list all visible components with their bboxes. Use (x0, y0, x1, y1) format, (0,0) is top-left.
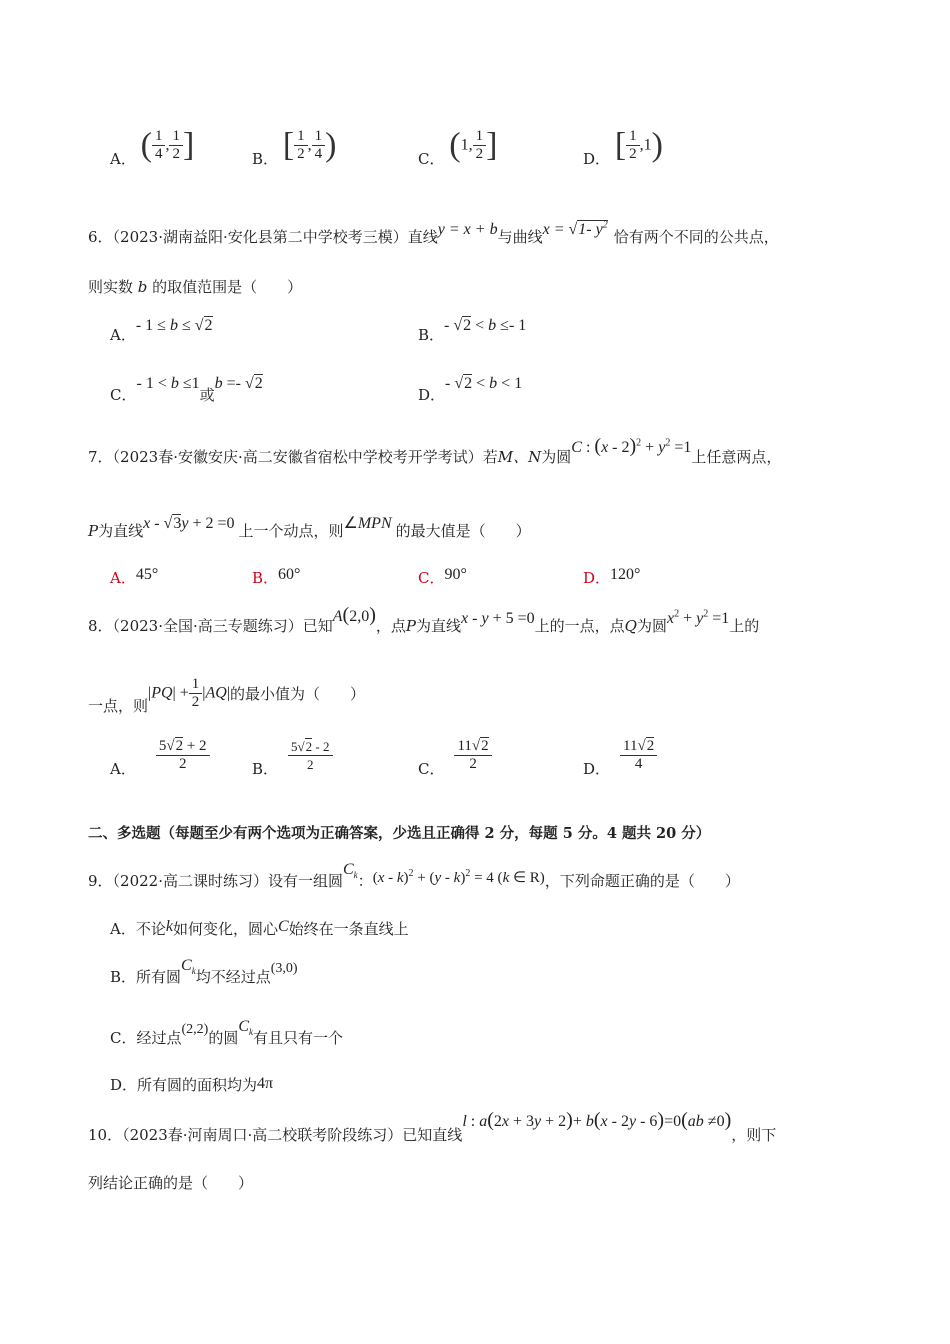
stem-text: 上的一点，点 (534, 617, 625, 635)
math-expr: x - √3y + 2 =0 (143, 515, 235, 532)
stem-text: 为圆 (541, 448, 572, 466)
option-text: 有且只有一个 (253, 1029, 344, 1047)
math-expr: 4π (257, 1075, 274, 1092)
question-number: 7． (88, 448, 113, 466)
math-expr: $C_k$ (181, 957, 196, 977)
option-label: B． (418, 326, 445, 344)
option-label: B． (252, 759, 279, 778)
option-label: C． (110, 1029, 137, 1047)
option-label: D． (583, 569, 611, 587)
option-text: 均不经过点 (195, 968, 271, 986)
q7-option-d (583, 563, 641, 587)
q8-stem (88, 604, 760, 637)
option-label: D． (110, 1076, 138, 1094)
question-number: 9． (88, 872, 113, 890)
math-expr: 90° (444, 566, 467, 583)
math-expr: y = x + b (437, 221, 498, 238)
question-source: （2022·高二课时练习）设有一组圆 (112, 872, 343, 890)
math-expr: - √2 < b < 1 (445, 375, 523, 392)
stem-text: ，点 (375, 617, 406, 635)
q9-stem (88, 861, 740, 892)
q6-stem (88, 219, 779, 247)
q6-option-d (418, 372, 523, 404)
math-expr: Q (624, 617, 637, 635)
stem-text: 为直线 (98, 522, 144, 540)
option-text: 所有圆 (136, 968, 182, 986)
option-label: D． (583, 759, 611, 778)
stem-text: ，下列命题正确的是（ ） (544, 872, 740, 890)
stem-text: 上一个动点，则 (238, 522, 344, 540)
math-expr: x - y + 5 =0 (461, 610, 535, 627)
math-expr: P (88, 522, 99, 540)
option-label: D． (418, 386, 446, 404)
option-label: C． (418, 569, 445, 587)
math-expr: b =- √2 (214, 375, 263, 392)
q9-option-c (110, 1018, 344, 1049)
q9-option-b (110, 957, 298, 988)
q7-option-a (110, 563, 159, 587)
math-expr: (3,0) (270, 961, 298, 976)
option-label: A． (110, 326, 136, 344)
q8-option-d: D． $\frac{11√2}{4}$ (583, 738, 657, 773)
option-label: B． (110, 968, 137, 986)
math-expr: 120° (610, 566, 641, 583)
question-source: （2023春·河南周口·高二校联考阶段练习）已知直线 (122, 1126, 463, 1144)
stem-text: 一点，则 (88, 697, 149, 716)
q10-stem (88, 1109, 777, 1146)
option-text: 不论 (135, 920, 166, 938)
math-expr: A(2,0) (332, 604, 376, 626)
q8-option-b: B． $\frac{5√2 - 2}{2}$ (252, 738, 333, 773)
q7-stem (88, 435, 782, 468)
option-label: A． (110, 569, 136, 587)
q9-option-a (110, 918, 409, 939)
stem-text: 上任意两点， (691, 448, 782, 466)
math-expr: $C_k$ (238, 1018, 254, 1038)
option-label: B． (252, 569, 279, 587)
option-text: 如何变化，圆心 (172, 920, 278, 938)
stem-text: 恰有两个不同的公共点， (613, 228, 779, 246)
option-text: 始终在一条直线上 (288, 920, 409, 938)
stem-text: 的最小值为（ ） (230, 685, 366, 704)
option-label: C． (418, 149, 445, 168)
option-text: 所有圆的面积均为 (137, 1076, 258, 1094)
q5-option-d: D． [ $\frac{1}{2}$ ,1) (583, 126, 663, 168)
question-source: （2023春·安徽安庆·高二安徽省宿松中学校考开学考试）若 (112, 448, 498, 466)
q10-stem-line2: 列结论正确的是（ ） (88, 1174, 254, 1192)
q5-option-a: A． ( $\frac{1}{4}$ , $\frac{1}{2}$ ] (110, 126, 195, 168)
q6-option-a (110, 314, 213, 344)
option-label: A． (110, 920, 136, 938)
math-expr: - 1 ≤ b ≤ √2 (135, 317, 213, 334)
q6-stem-line2: 则实数 b 的取值范围是（ ） (88, 278, 303, 296)
q6-option-b (418, 314, 527, 344)
stem-text: 为直线 (416, 617, 462, 635)
math-expr: k (165, 918, 173, 935)
math-expr: - √2 < b ≤- 1 (444, 317, 527, 334)
math-expr: ∠MPN (343, 515, 392, 532)
option-label: D． (583, 149, 611, 168)
option-label: A． (110, 149, 136, 168)
question-number: 6． (88, 228, 113, 246)
math-expr: 45° (135, 566, 159, 583)
option-label: B． (252, 149, 279, 168)
option-label: A． (110, 759, 136, 778)
option-text: 经过点 (136, 1029, 182, 1047)
stem-text: ： (357, 872, 373, 890)
q9-option-d (110, 1074, 273, 1095)
math-expr: x = √1- $y^2$ (542, 219, 608, 238)
math-expr: P (405, 617, 416, 635)
math-expr: (x - k)$^2$ + (y - k)$^2$ = 4 (k ∈ R) (372, 868, 545, 886)
question-number: 10． (88, 1126, 123, 1144)
q7-option-b (252, 563, 301, 587)
math-expr: $x^2 + y^2 =1$ (666, 608, 730, 627)
q8-stem-line2 (88, 676, 366, 716)
option-label: C． (418, 759, 445, 778)
question-source: （2023·全国·高三专题练习）已知 (112, 617, 333, 635)
option-label: C． (110, 386, 137, 404)
stem-text: 为圆 (636, 617, 667, 635)
math-expr: |PQ| + $\frac{1}{2}$ |AQ| (148, 676, 231, 710)
math-expr: 60° (278, 566, 301, 583)
math-expr: - 1 < b ≤1 (136, 375, 200, 392)
math-expr: C : $(x - 2)^2 + y^2 =1$ (571, 435, 692, 457)
q8-option-a: A． $\frac{5√2 + 2}{2}$ (110, 738, 210, 773)
q5-option-c: C． (1, $\frac{1}{2}$ ] (418, 126, 498, 168)
q6-option-c (110, 372, 263, 404)
section-heading: 二、多选题（每题至少有两个选项为正确答案，少选且正确得 2 分，每题 5 分。4 题共 20 分） (88, 825, 711, 842)
stem-text: 与曲线 (497, 228, 543, 246)
q5-option-b: B． [ $\frac{1}{2}$ , $\frac{1}{4}$ ) (252, 126, 337, 168)
stem-text: 的最大值是（ ） (395, 522, 531, 540)
question-source: （2023·湖南益阳·安化县第二中学校考三模）直线 (112, 228, 438, 246)
math-expr: C (277, 918, 289, 935)
math-expr: (2,2) (181, 1022, 209, 1037)
math-expr: l : a(2x + 3y + 2)+ b(x - 2y - 6)=0(ab ≠0) (462, 1109, 732, 1131)
math-expr: M、N (497, 448, 542, 466)
math-expr: $C_k$ (343, 861, 358, 881)
stem-text: 上的 (729, 617, 760, 635)
q7-option-c (418, 563, 467, 587)
question-number: 8． (88, 617, 113, 635)
q7-stem-line2 (88, 515, 531, 541)
option-text: 的圆 (208, 1029, 239, 1047)
or-text: 或 (199, 386, 215, 404)
stem-text: ，则下 (731, 1126, 777, 1144)
q8-option-c: C． $\frac{11√2}{2}$ (418, 738, 492, 773)
